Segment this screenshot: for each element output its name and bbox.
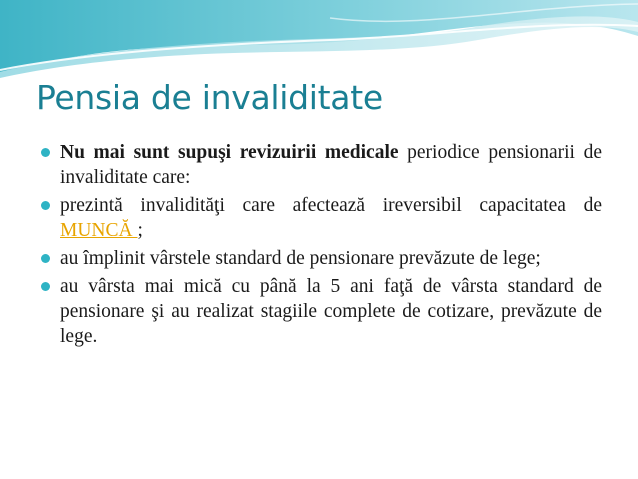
- bullet-text: au împlinit vârstele standard de pensionare prevăzute de lege;: [60, 248, 541, 269]
- bullet-text: periodice pensionarii de invaliditate care:: [60, 142, 602, 188]
- bullet-text-suffix: ;: [137, 220, 143, 241]
- bullet-bold-text: Nu mai sunt supuşi revizuirii medicale: [60, 142, 399, 163]
- slide-title: Pensia de invaliditate: [36, 78, 383, 117]
- bullet-item: [40, 140, 602, 190]
- bullet-item: [40, 193, 602, 243]
- bullet-text: au vârsta mai mică cu până la 5 ani faţă de vârsta standard de pensionare şi au realizat stagiile complete de cotizare, prevăzute de lege.: [60, 276, 602, 347]
- bullet-text: prezintă invalidităţi care afectează ireversibil capacitatea de: [60, 195, 602, 216]
- bullet-item: [40, 246, 602, 271]
- munca-link[interactable]: MUNCĂ: [60, 220, 138, 241]
- bullet-icon: [41, 282, 50, 291]
- bullet-list: [40, 140, 602, 352]
- decorative-wave-banner: [0, 0, 638, 80]
- bullet-icon: [41, 254, 50, 263]
- bullet-icon: [41, 201, 50, 210]
- bullet-item: [40, 274, 602, 349]
- bullet-icon: [41, 148, 50, 157]
